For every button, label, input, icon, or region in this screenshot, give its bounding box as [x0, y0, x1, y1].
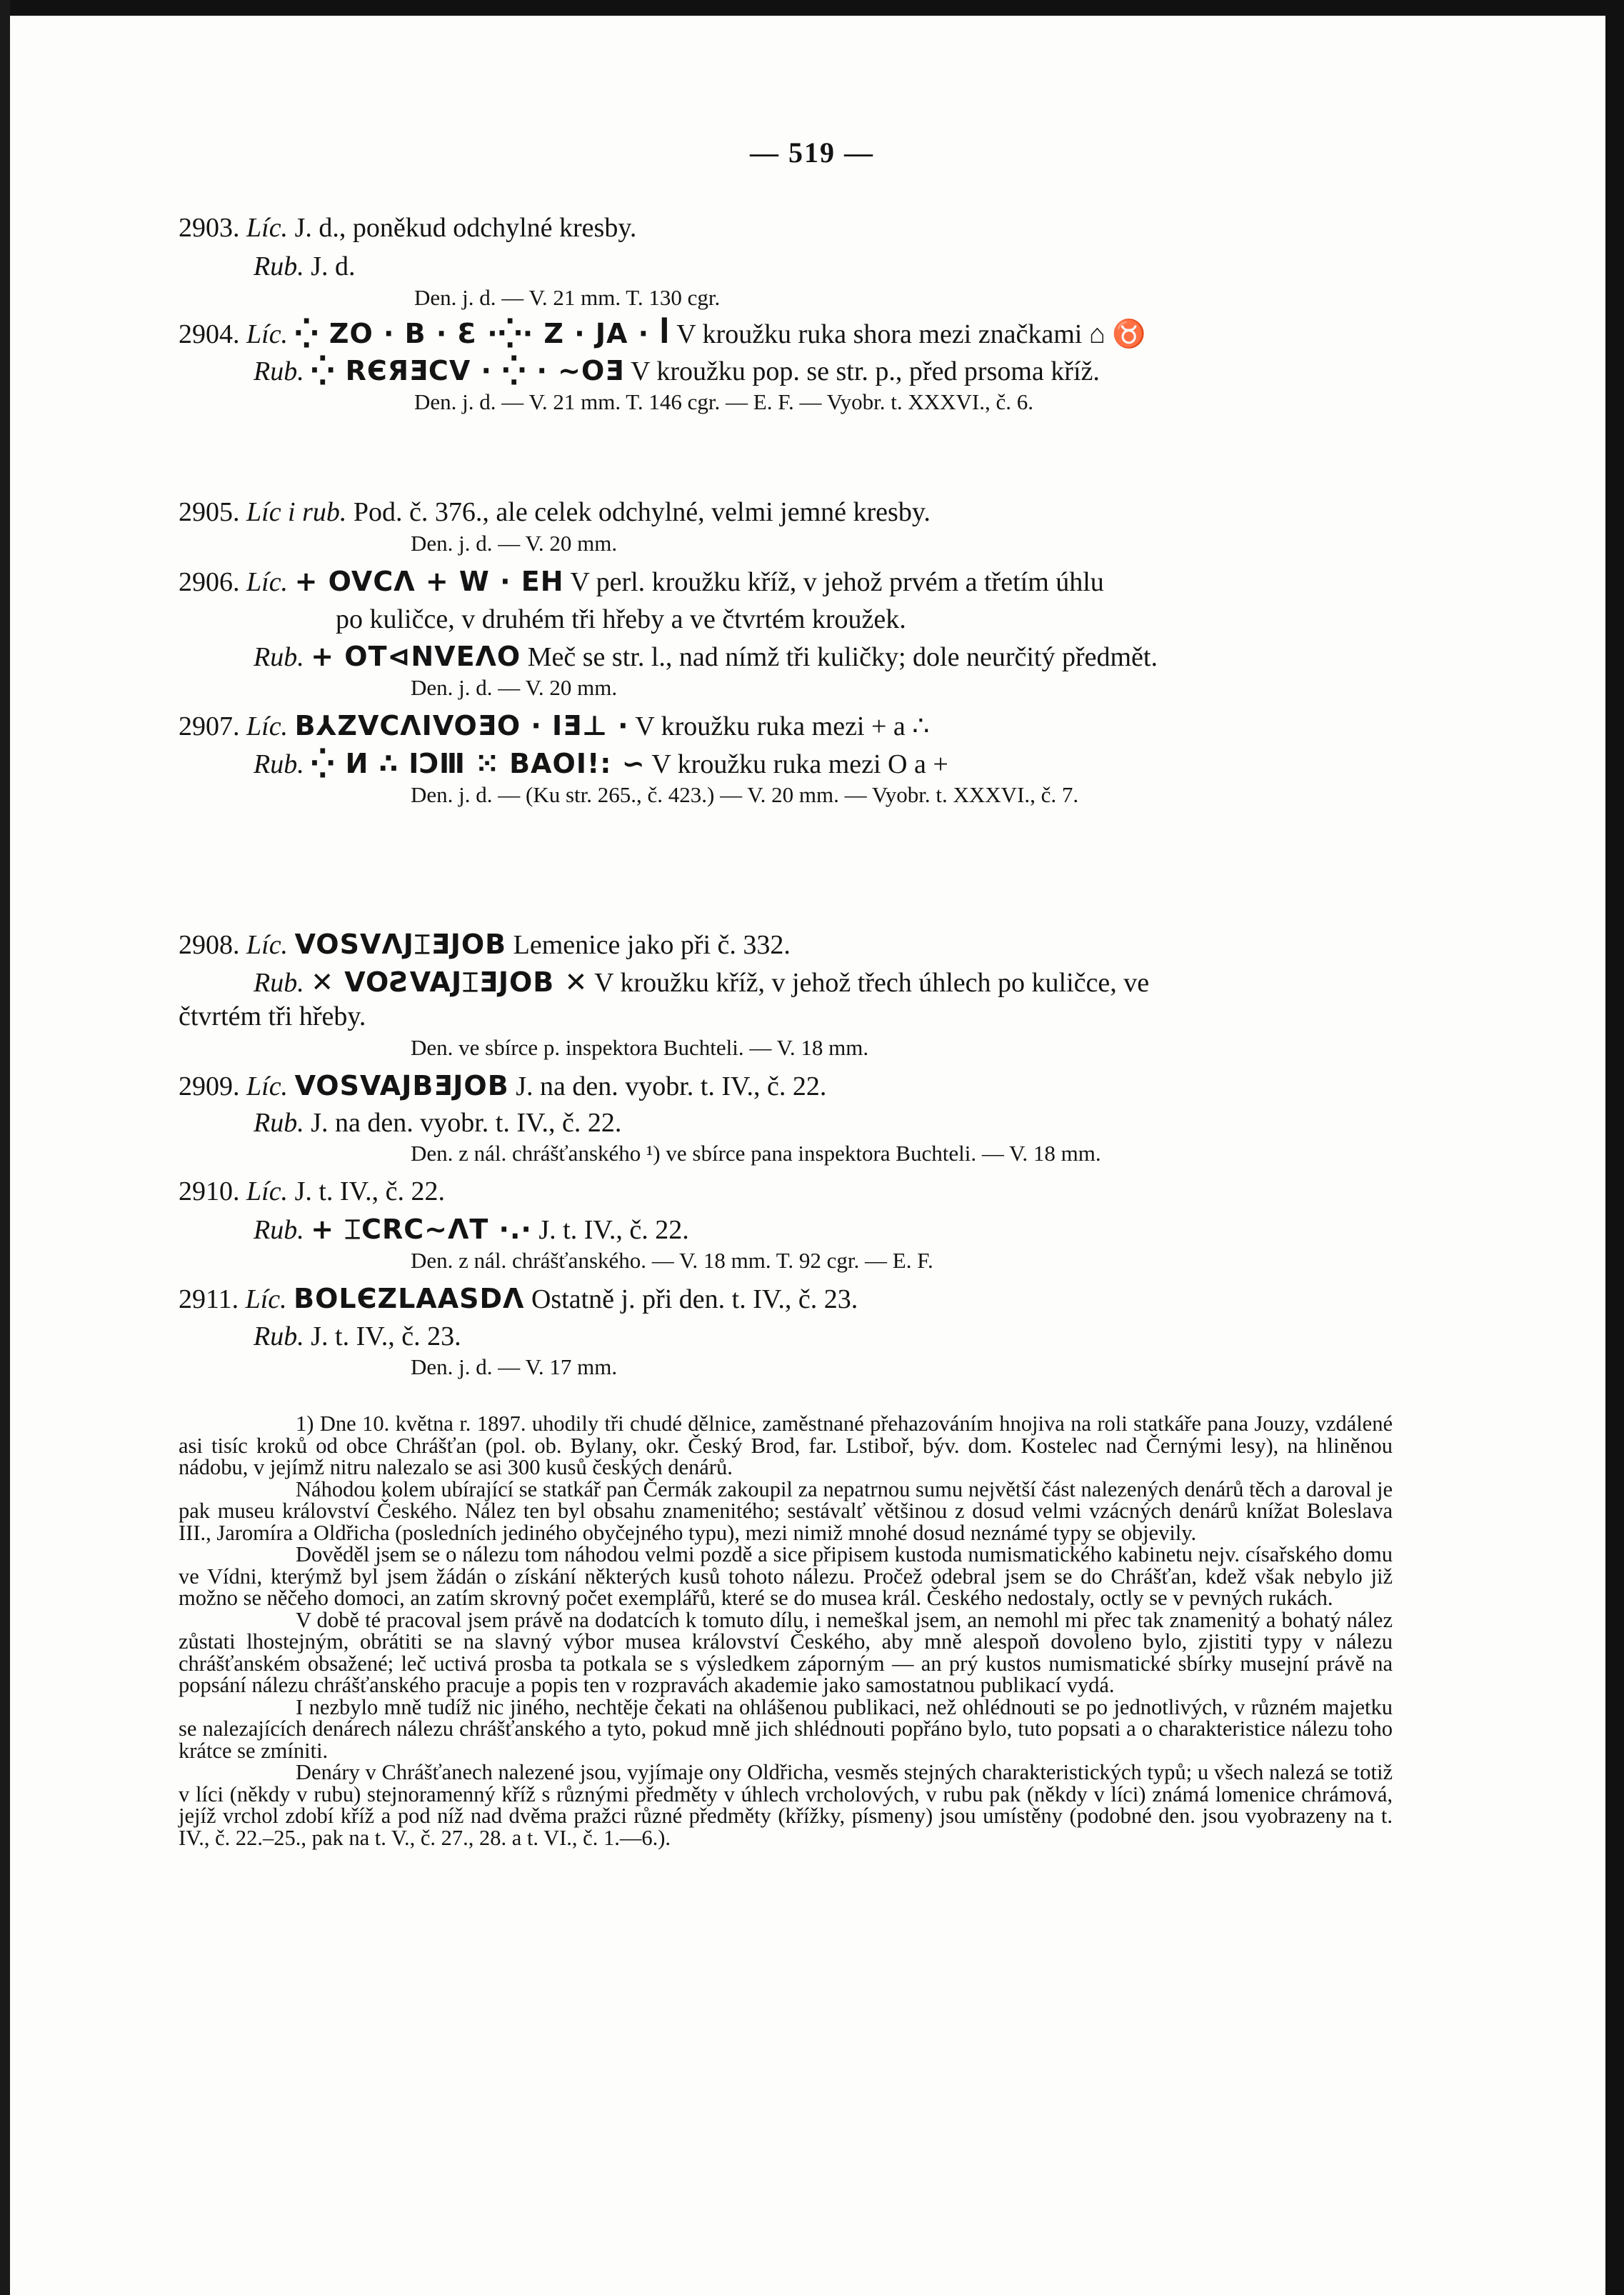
rub-label: Rub.: [254, 1108, 304, 1138]
entry-number: 2906.: [179, 567, 240, 597]
coin-legend: + OT⊲NVEΛO: [311, 641, 521, 672]
entry-number: 2905.: [179, 497, 240, 527]
footnote: [179, 1413, 1393, 1849]
entry-2903-rub: [254, 253, 356, 280]
lic-text: Ostatně j. při den. t. IV., č. 23.: [531, 1284, 858, 1314]
entry-2906-lic: [179, 568, 1104, 596]
lic-text: J. d., poněkud odchylné kresby.: [294, 213, 637, 243]
footnote-paragraph: Náhodou kolem ubírající se statkář pan Čermák zakoupil za nepatrnou sumu největší část nalezených denárů těch a daroval je pak museu království Českého. Nález ten byl obsahu znamenitého; sestávalť většinou z dosud velmi vzácných denárů knížat Boleslava III., Jaromíra a Oldřicha (posledních jediného obyčejného typu), mezi nimiž mnohé dosud neznámé typy se objevily.: [179, 1476, 1393, 1545]
entry-2907-rub: [254, 750, 948, 778]
coin-legend: + OVCΛ + W · EH: [294, 566, 564, 597]
rub-text: J. t. IV., č. 22.: [538, 1215, 689, 1245]
rub-text: J. t. IV., č. 23.: [311, 1321, 461, 1351]
lic-label: Líc.: [246, 711, 289, 741]
footnote-paragraph: V době té pracoval jsem právě na dodatcích k tomuto dílu, i nemeškal jsem, an nemohl mi přec tak znamenitý a bohatý nález zůstati lhostejným, obrátiti se na slavný výbor musea království Českého, aby mně alespoň dovoleno bylo, zjistiti typy v nálezu chrášťanském obsažené; leč uctivá prosba ta potkala se s výsledkem záporným — an prý kustos numismatické sbírky musejní právě na popsání nálezu chrášťanského pracuje a popis ten v rozpravách akademie jako samostatnou publikací vydá.: [179, 1607, 1393, 1697]
entry-2910-lic: [179, 1178, 445, 1205]
entry-2904-rub: [254, 357, 1100, 385]
rub-label: Rub.: [254, 749, 304, 779]
entry-2904-meta: Den. j. d. — V. 21 mm. T. 146 cgr. — E. F. — Vyobr. t. XXXVI., č. 6.: [414, 389, 1033, 414]
rub-label: Rub.: [254, 251, 304, 281]
rub-text: Meč se str. l., nad nímž tři kuličky; dole neurčitý předmět.: [527, 642, 1158, 672]
scan-border-top: [0, 0, 1624, 16]
entry-2904-lic: [179, 320, 1146, 348]
rub-text: V kroužku ruka mezi O a +: [651, 749, 948, 779]
entry-number: 2904.: [179, 319, 240, 349]
entry-number: 2907.: [179, 711, 240, 741]
entry-2909-meta: Den. z nál. chrášťanského ¹) ve sbírce pana inspektora Buchteli. — V. 18 mm.: [411, 1141, 1101, 1166]
entry-number: 2909.: [179, 1071, 240, 1101]
lic-text: V kroužku ruka shora mezi značkami ⌂ ♉: [676, 319, 1146, 349]
entry-number: 2903.: [179, 213, 240, 243]
entry-2910-rub: [254, 1216, 689, 1244]
lic-label: Líc.: [246, 567, 289, 597]
rub-label: Rub.: [254, 1321, 304, 1351]
lic-label: Líc.: [246, 319, 289, 349]
footnote-paragraph: I nezbylo mně tudíž nic jiného, nechtěje čekati na ohlášenou publikaci, než ohlédnouti se po jednotlivých, v různém majetku se nalezajících denárech nálezu chrášťanského a tyto, pokud mně jich shlédnouti popřáno bylo, tuto popsati a o charakteristice nálezu toho krátce se zmíniti.: [179, 1694, 1393, 1763]
rub-label: Rub.: [254, 968, 304, 998]
lic-label: Líc.: [246, 930, 289, 960]
lic-text: J. t. IV., č. 22.: [294, 1176, 445, 1206]
lic-text: Lemenice jako při č. 332.: [513, 930, 791, 960]
entry-2908-lic: [179, 931, 791, 959]
footnote-paragraph: Dověděl jsem se o nálezu tom náhodou velmi pozdě a sice připisem kustoda numismatického kabinetu nejv. císařského domu ve Vídni, kterýmž byl jsem žádán o získání některých kusů tohoto nálezu. Pročež odebral jsem se do Chrášťan, kdež však nebylo již možno se něčeho domoci, an zatím skrovný počet exemplářů, které se do musea král. Českého nedostaly, octly se v pevných rukách.: [179, 1542, 1393, 1610]
footnote-paragraph: Denáry v Chrášťanech nalezené jsou, vyjímaje ony Oldřicha, vesměs stejných charakteristických typů; u všech nalezá se totiž v líci (někdy v rubu) stejnoramenný kříž s různými předměty v úhlech vrcholových, v rubu pak (někdy v líci) známá lomenice chrámová, jejíž vrchol zdobí kříž a pod níž nad dvěma pražci různé předměty (křížky, písmeny) jsou umístěny (podobné den. jsou vyobrazeny na t. IV., č. 22.–25., pak na t. V., č. 27., 28. a t. VI., č. 1.—6.).: [179, 1760, 1393, 1850]
entry-2911-lic: [179, 1285, 858, 1313]
rub-text: V kroužku pop. se str. p., před prsoma kříž.: [631, 356, 1100, 386]
entry-2907-lic: [179, 712, 929, 740]
entry-2906-lic-cont: po kuličce, v druhém tři hřeby a ve čtvrtém kroužek.: [336, 604, 906, 634]
coin-legend: ✕ VOƧVAJ⌶ƎJOB ✕: [311, 966, 588, 998]
rub-label: Rub.: [254, 642, 304, 672]
entry-2911-rub: [254, 1323, 461, 1350]
rub-label: Rub.: [254, 356, 304, 386]
lic-label: Líc.: [245, 1284, 287, 1314]
coin-legend: ⁛ И ∴ IϽⅢ ⁙ BAOI!: ∽: [311, 748, 646, 779]
entry-2908-meta: Den. ve sbírce p. inspektora Buchteli. — V. 18 mm.: [411, 1035, 869, 1060]
page-number: — 519 —: [750, 136, 874, 169]
coin-legend: BOLЄZLAASDΛ: [294, 1283, 525, 1314]
entry-number: 2910.: [179, 1176, 240, 1206]
entry-2905-meta: Den. j. d. — V. 20 mm.: [411, 531, 618, 556]
coin-legend: В⅄ZVCΛIVOƎO · IƎ⊥ ·: [294, 710, 629, 741]
rub-label: Rub.: [254, 1215, 304, 1245]
lic-text: V perl. kroužku kříž, v jehož prvém a třetím úhlu: [570, 567, 1104, 597]
entry-2911-meta: Den. j. d. — V. 17 mm.: [411, 1354, 618, 1379]
lic-label: Líc.: [246, 213, 289, 243]
coin-legend: VOSVAJBƎJOB: [294, 1070, 509, 1101]
entry-number: 2911.: [179, 1284, 239, 1314]
coin-legend: + ⌶CRC∼ΛT ·.·: [311, 1214, 532, 1245]
coin-legend: ⁛ RЄЯƎCV · ⁛ · ~OƎ: [311, 355, 625, 386]
entry-2908-rub-cont: čtvrtém tři hřeby.: [179, 1001, 366, 1031]
entry-2905-lic: [179, 499, 931, 526]
lic-text: V kroužku ruka mezi + a ∴: [635, 711, 930, 741]
entry-2909-rub: [254, 1109, 621, 1136]
scan-border-left: [0, 0, 10, 2295]
lic-label: Líc i rub.: [246, 497, 347, 527]
entry-2903-meta: Den. j. d. — V. 21 mm. T. 130 cgr.: [414, 285, 721, 310]
entry-2907-meta: Den. j. d. — (Ku str. 265., č. 423.) — V. 20 mm. — Vyobr. t. XXXVI., č. 7.: [411, 782, 1079, 807]
entry-number: 2908.: [179, 930, 240, 960]
scan-border-right: [1605, 0, 1624, 2295]
lic-text: J. na den. vyobr. t. IV., č. 22.: [516, 1071, 827, 1101]
lic-label: Líc.: [246, 1071, 289, 1101]
rub-text: J. d.: [311, 251, 356, 281]
entry-2909-lic: [179, 1072, 826, 1100]
rub-text: J. na den. vyobr. t. IV., č. 22.: [311, 1108, 622, 1138]
entry-2910-meta: Den. z nál. chrášťanského. — V. 18 mm. T. 92 cgr. — E. F.: [411, 1248, 933, 1273]
entry-2906-rub: [254, 643, 1158, 671]
entry-2908-rub: [254, 966, 1150, 998]
footnote-paragraph: 1) Dne 10. května r. 1897. uhodily tři chudé dělnice, zaměstnané přehazováním hnojiva na roli statkáře pana Jouzy, vzdálené asi tisíc kroků od obce Chrášťan (pol. ob. Bylany, okr. Český Brod, far. Lstiboř, býv. dom. Kostelec nad Černými lesy), na hliněnou nádobu, v jejímž nitru nalezalo se asi 300 kusů českých denárů.: [179, 1411, 1393, 1479]
coin-legend: ⁛ ZO · B · Ɛ ·⁛· Z · JA · ꟾ: [294, 318, 671, 349]
rub-text: V kroužku kříž, v jehož třech úhlech po kuličce, ve: [594, 968, 1150, 998]
lic-label: Líc.: [246, 1176, 289, 1206]
entry-2906-meta: Den. j. d. — V. 20 mm.: [411, 675, 618, 700]
entry-2903-lic: [179, 214, 636, 241]
coin-legend: VOSVΛJ⌶ƎJOB: [294, 929, 507, 960]
lic-text: Pod. č. 376., ale celek odchylné, velmi jemné kresby.: [353, 497, 931, 527]
